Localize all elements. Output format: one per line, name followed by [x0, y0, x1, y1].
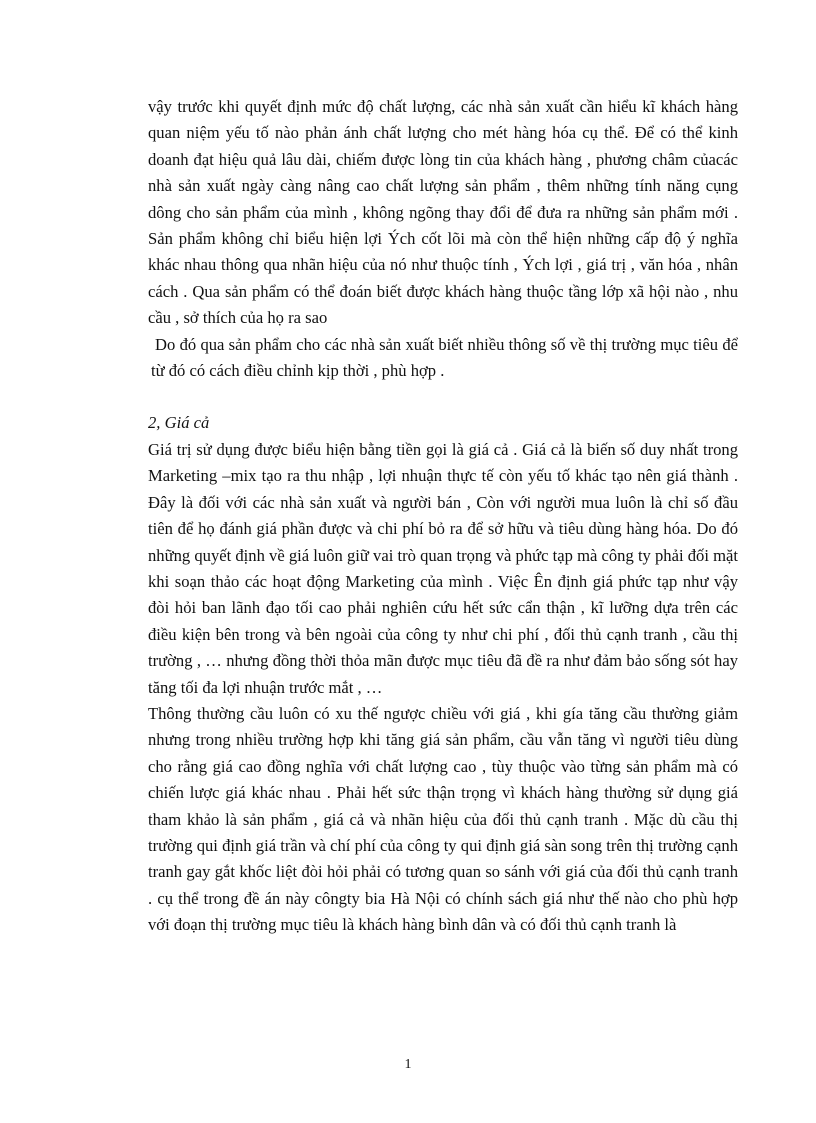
paragraph-conclusion: Do đó qua sản phẩm cho các nhà sản xuất biết nhiều thông số về thị trường mục tiêu để từ đó có cách điều chỉnh kịp thời , phù hợp . [151, 334, 738, 381]
paragraph-price-definition: Giá trị sử dụng được biểu hiện bằng tiền gọi là giá cả . Giá cả là biến số duy nhất trong Marketing –mix tạo ra thu nhập , lợi nhuận thực tế còn yếu tố khác tạo nên giá thành . Đây là đối với các nhà sản xuất và người bán , Còn với người mua luôn là chỉ số đầu tiên để họ đánh giá phần được và chi phí bỏ ra để sở hữu và tiêu dùng hàng hóa. Do đó những quyết định về giá luôn giữ vai trò quan trọng và phức tạp mà công ty phải đối mặt khi soạn thảo các hoạt động Marketing của mình . Việc Ên định giá phức tạp như vậy đòi hỏi ban lãnh đạo tối cao phải nghiên cứu hết sức cẩn thận , kĩ lưỡng dựa trên các điều kiện bên trong và bên ngoài của công ty như chi phí , đối thủ cạnh tranh , cầu thị trường , … nhưng đồng thời thỏa mãn được mục tiêu đã đề ra như đảm bảo sống sót hay tăng tối đa lợi nhuận trước mắt , … [148, 439, 738, 697]
section-heading: 2, Giá cả [148, 413, 210, 433]
paragraph-demand: Thông thường cầu luôn có xu thế ngược chiều với giá , khi gía tăng cầu thường giảm nhưng trong nhiều trường hợp khi tăng giá sản phẩm, cầu vẫn tăng vì người tiêu dùng cho rằng giá cao đồng nghĩa với chất lượng cao , tùy thuộc vào từng sản phẩm mà có chiến lược giá khác nhau . Phải hết sức thận trọng vì khách hàng thường sử dụng giá tham khảo là sản phẩm , giá cả và nhãn hiệu của đối thủ cạnh tranh . Mặc dù cầu thị trường qui định giá trần và chí phí của công ty qui định giá sàn song trên thị trường cạnh tranh gay gắt khốc liệt đòi hỏi phải có tương quan so sánh với giá của đối thủ cạnh tranh . cụ thể trong đề án này côngty bia Hà Nội có chính sách giá như thế nào cho phù hợp với đoạn thị trường mục tiêu là khách hàng bình dân và có đối thủ cạnh tranh là [148, 703, 738, 935]
paragraph-quality: vậy trước khi quyết định mức độ chất lượng, các nhà sản xuất cần hiểu kĩ khách hàng quan niệm yếu tố nào phản ánh chất lượng cho mét hàng hóa cụ thể. Để có thể kinh doanh đạt hiệu quả lâu dài, chiếm được lòng tin của khách hàng , phương châm củacác nhà sản xuất ngày càng nâng cao chất lượng sản phẩm , thêm những tính năng cụng dông cho sản phẩm của mình , không ngõng thay đổi để đưa ra những sản phẩm mới . Sản phẩm không chỉ biểu hiện lợi Ých cốt lõi mà còn thể hiện những cấp độ ý nghĩa khác nhau thông qua nhãn hiệu của nó như thuộc tính , Ých lợi , giá trị , văn hóa , nhân cách . Qua sản phẩm có thể đoán biết được khách hàng thuộc tầng lớp xã hội nào , nhu cầu , sở thích của họ ra sao [148, 97, 738, 328]
document-body [148, 94, 738, 939]
page-number: 1 [404, 1057, 412, 1072]
